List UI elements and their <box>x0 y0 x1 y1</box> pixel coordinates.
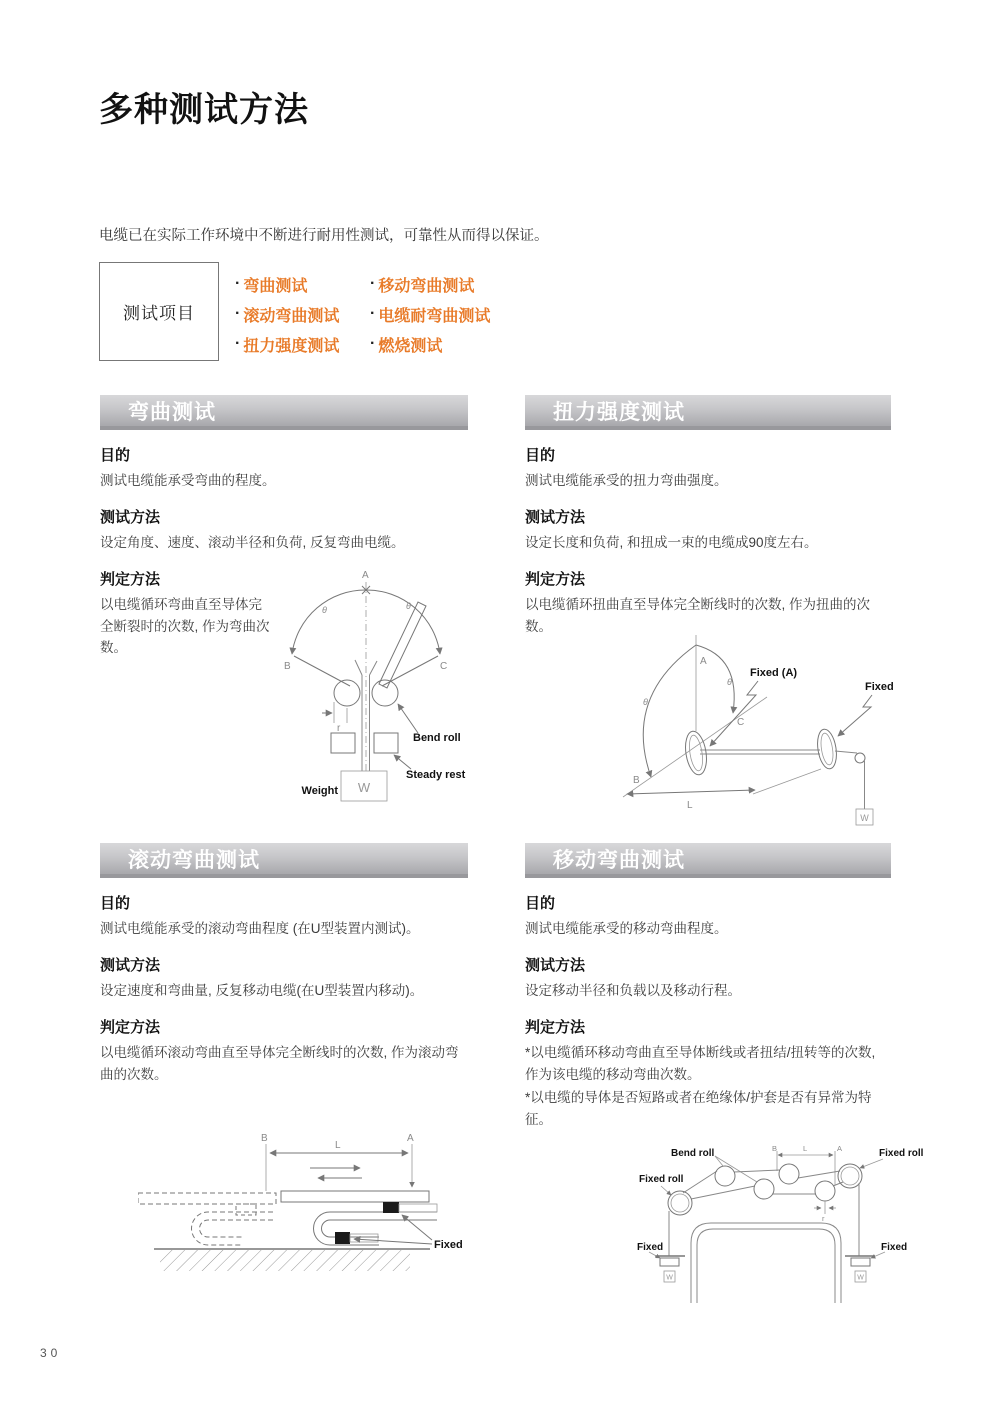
label-r: r <box>337 723 341 734</box>
test-items-box-label: 测试项目 <box>99 262 219 361</box>
section-rolling-bend-test <box>100 843 468 1309</box>
test-item-label: 滚动弯曲测试 <box>243 307 340 325</box>
torsion-test-diagram <box>617 633 907 838</box>
section-header: 弯曲测试 <box>100 395 468 430</box>
purpose-label: 目的 <box>525 447 556 464</box>
bullet-icon: · <box>235 275 241 292</box>
label-b: B <box>284 661 291 672</box>
purpose-label: 目的 <box>525 895 556 912</box>
judge-text: 以电缆循环扭曲直至导体完全断线时的次数, 作为扭曲的次数。 <box>525 596 871 634</box>
purpose-text: 测试电缆能承受的滚动弯曲程度 (在U型装置内测试)。 <box>100 921 420 936</box>
fixed-a-label: Fixed (A) <box>750 667 798 679</box>
fixed-right-label: Fixed <box>881 1242 908 1253</box>
purpose-text: 测试电缆能承受弯曲的程度。 <box>100 473 276 488</box>
method-text: 设定速度和弯曲量, 反复移动电缆(在U型装置内移动)。 <box>100 982 424 998</box>
section-moving-bend-test <box>525 843 924 1309</box>
label-w: W <box>860 813 869 823</box>
fixed-label: Fixed <box>865 681 894 693</box>
section-bending-test <box>100 395 468 843</box>
judge-text: 以电缆循环弯曲直至导体完全断裂时的次数, 作为弯曲次数。 <box>100 596 270 656</box>
rolling-bend-test-diagram <box>138 1131 478 1283</box>
list-item <box>235 269 370 299</box>
bullet-icon: · <box>370 275 376 292</box>
bullet-icon: · <box>235 305 241 322</box>
list-item <box>235 329 370 359</box>
label-w-right: W <box>857 1274 864 1282</box>
judge-label: 判定方法 <box>100 570 161 588</box>
label-c: C <box>440 661 448 672</box>
label-w-left: W <box>666 1274 673 1282</box>
test-items-column-2 <box>370 269 490 359</box>
label-a: A <box>837 1144 843 1153</box>
fixed-roll-right-label: Fixed roll <box>879 1148 924 1159</box>
list-item <box>370 299 490 329</box>
moving-bend-test-diagram <box>637 1141 937 1303</box>
method-text: 设定角度、速度、滚动半径和负荷, 反复弯曲电缆。 <box>100 534 405 550</box>
page-number: 30 <box>40 1346 62 1360</box>
label-c: C <box>737 717 745 728</box>
purpose-label: 目的 <box>100 895 131 912</box>
test-item-label: 扭力强度测试 <box>243 337 340 355</box>
label-l: L <box>335 1140 341 1151</box>
bend-roll-label: Bend roll <box>413 732 461 744</box>
method-label: 测试方法 <box>100 956 161 974</box>
label-theta-left: θ <box>643 697 648 707</box>
label-l: L <box>803 1144 808 1153</box>
label-r: r <box>822 1214 825 1223</box>
bullet-icon: · <box>235 335 241 352</box>
label-theta-right: θ <box>727 677 732 687</box>
judge-text-2: *以电缆的导体是否短路或者在绝缘体/护套是否有异常为特征。 <box>525 1090 872 1128</box>
bullet-icon: · <box>370 335 376 352</box>
bend-test-diagram <box>278 565 473 807</box>
judge-label: 判定方法 <box>525 1018 586 1036</box>
judge-text: 以电缆循环滚动弯曲直至导体完全断线时的次数, 作为滚动弯曲的次数。 <box>100 1044 459 1082</box>
test-item-label: 燃烧测试 <box>378 337 443 355</box>
steady-rest-label: Steady rest <box>406 769 466 781</box>
label-b: B <box>633 775 640 786</box>
label-l: L <box>687 800 693 811</box>
bullet-icon: · <box>370 305 376 322</box>
label-w: W <box>357 780 371 795</box>
test-items-panel <box>99 262 490 361</box>
section-torsion-test <box>525 395 894 843</box>
page-title: 多种测试方法 <box>99 91 309 129</box>
test-item-label: 移动弯曲测试 <box>378 277 475 295</box>
label-theta-right: θ <box>406 601 411 611</box>
method-label: 测试方法 <box>525 508 586 526</box>
purpose-text: 测试电缆能承受的移动弯曲程度。 <box>525 921 728 936</box>
test-items-column-1 <box>235 269 370 359</box>
judge-label: 判定方法 <box>100 1018 161 1036</box>
list-item <box>235 299 370 329</box>
label-theta-left: θ <box>322 605 327 615</box>
list-item <box>370 269 490 299</box>
fixed-roll-left-label: Fixed roll <box>639 1174 684 1185</box>
fixed-label: Fixed <box>434 1239 463 1251</box>
purpose-text: 测试电缆能承受的扭力弯曲强度。 <box>525 473 728 488</box>
fixed-left-label: Fixed <box>637 1242 664 1253</box>
method-text: 设定长度和负荷, 和扭成一束的电缆成90度左右。 <box>525 534 818 550</box>
weight-label: Weight <box>301 785 338 797</box>
label-a: A <box>700 656 707 667</box>
section-header: 滚动弯曲测试 <box>100 843 468 878</box>
test-items-list <box>235 262 490 359</box>
label-b: B <box>772 1144 778 1153</box>
intro-text: 电缆已在实际工作环境中不断进行耐用性测试，可靠性从而得以保证。 <box>99 228 549 244</box>
section-header: 扭力强度测试 <box>525 395 891 430</box>
method-text: 设定移动半径和负载以及移动行程。 <box>525 982 741 998</box>
label-b: B <box>261 1133 268 1144</box>
judge-label: 判定方法 <box>525 570 586 588</box>
test-item-label: 电缆耐弯曲测试 <box>378 307 491 325</box>
purpose-label: 目的 <box>100 447 131 464</box>
method-label: 测试方法 <box>525 956 586 974</box>
label-a: A <box>407 1133 414 1144</box>
judge-text: *以电缆循环移动弯曲直至导体断线或者扭结/扭转等的次数, 作为该电缆的移动弯曲次数。 <box>525 1044 876 1082</box>
label-a: A <box>362 570 369 581</box>
list-item <box>370 329 490 359</box>
method-label: 测试方法 <box>100 508 161 526</box>
bend-roll-label: Bend roll <box>671 1148 715 1159</box>
test-item-label: 弯曲测试 <box>243 277 308 295</box>
section-header: 移动弯曲测试 <box>525 843 891 878</box>
